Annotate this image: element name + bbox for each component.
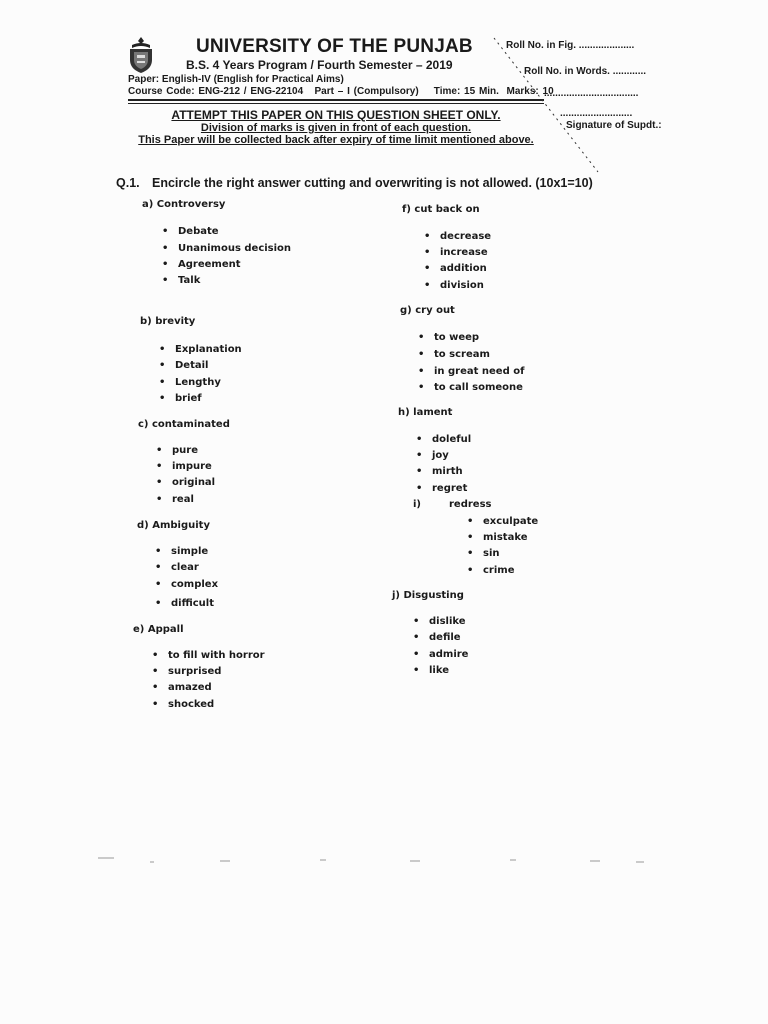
answer-option[interactable]: • Debate bbox=[162, 226, 219, 237]
roll-number-words-field[interactable]: Roll No. in Words. ............ bbox=[524, 66, 647, 77]
item-label: a) Controversy bbox=[142, 199, 226, 210]
answer-option[interactable]: • sin bbox=[467, 548, 500, 559]
answer-option[interactable]: • joy bbox=[416, 450, 449, 461]
bullet-icon: • bbox=[156, 494, 163, 505]
answer-option[interactable]: • addition bbox=[424, 263, 487, 274]
answer-option[interactable]: • Detail bbox=[159, 360, 209, 371]
header-divider-thin bbox=[128, 103, 544, 104]
answer-option[interactable]: • crime bbox=[467, 565, 515, 576]
time-allowed: Time: 15 Min. bbox=[433, 86, 499, 97]
answer-option[interactable]: • admire bbox=[413, 649, 469, 660]
signature-dots-line: .......................... bbox=[560, 108, 633, 119]
item-label: j) Disgusting bbox=[392, 590, 464, 601]
answer-option[interactable]: • increase bbox=[424, 247, 488, 258]
answer-option[interactable]: • regret bbox=[416, 483, 468, 494]
bullet-icon: • bbox=[424, 247, 431, 258]
item-label: f) cut back on bbox=[402, 204, 480, 215]
answer-option[interactable]: • shocked bbox=[152, 699, 215, 710]
answer-option[interactable]: • doleful bbox=[416, 434, 472, 445]
item-label-letter: i) bbox=[413, 499, 421, 510]
answer-option[interactable]: • to weep bbox=[418, 332, 480, 343]
bullet-icon: • bbox=[159, 377, 166, 388]
total-marks: Marks: 10 bbox=[506, 86, 554, 97]
answer-option[interactable]: • division bbox=[424, 280, 484, 291]
bullet-icon: • bbox=[418, 349, 425, 360]
answer-option[interactable]: • difficult bbox=[155, 598, 214, 609]
bullet-icon: • bbox=[156, 461, 163, 472]
bullet-icon: • bbox=[416, 434, 423, 445]
course-code: Course Code: ENG-212 / ENG-22104 bbox=[128, 86, 304, 97]
bullet-icon: • bbox=[162, 243, 169, 254]
bullet-icon: • bbox=[413, 616, 420, 627]
answer-option[interactable]: • pure bbox=[156, 445, 198, 456]
bullet-icon: • bbox=[418, 366, 425, 377]
answer-option[interactable]: • Agreement bbox=[162, 259, 241, 270]
bullet-icon: • bbox=[162, 259, 169, 270]
bullet-icon: • bbox=[156, 477, 163, 488]
bullet-icon: • bbox=[413, 649, 420, 660]
answer-option[interactable]: • brief bbox=[159, 393, 202, 404]
bullet-icon: • bbox=[155, 579, 162, 590]
bullet-icon: • bbox=[155, 598, 162, 609]
answer-option[interactable]: • in great need of bbox=[418, 366, 525, 377]
bullet-icon: • bbox=[152, 682, 159, 693]
bullet-icon: • bbox=[152, 666, 159, 677]
university-crest-logo bbox=[126, 36, 156, 74]
item-label: h) lament bbox=[398, 407, 453, 418]
program-line: B.S. 4 Years Program / Fourth Semester – 2019 bbox=[186, 58, 453, 72]
paper-name: Paper: English-IV (English for Practical Aims) bbox=[128, 74, 344, 85]
bullet-icon: • bbox=[418, 382, 425, 393]
item-label: e) Appall bbox=[133, 624, 184, 635]
answer-option[interactable]: • complex bbox=[155, 579, 219, 590]
answer-option[interactable]: • mistake bbox=[467, 532, 528, 543]
answer-option[interactable]: • original bbox=[156, 477, 216, 488]
bullet-icon: • bbox=[413, 632, 420, 643]
item-label: d) Ambiguity bbox=[137, 520, 210, 531]
answer-option[interactable]: • Talk bbox=[162, 275, 201, 286]
answer-option[interactable]: • to scream bbox=[418, 349, 490, 360]
bullet-icon: • bbox=[152, 699, 159, 710]
question-heading bbox=[116, 176, 593, 190]
bullet-icon: • bbox=[162, 226, 169, 237]
question-text: Encircle the right answer cutting and overwriting is not allowed. (10x1=10) bbox=[152, 176, 593, 190]
answer-option[interactable]: • clear bbox=[155, 562, 199, 573]
superintendent-signature-field[interactable]: Signature of Supdt.: bbox=[566, 120, 662, 131]
bullet-icon: • bbox=[467, 565, 474, 576]
bullet-icon: • bbox=[424, 263, 431, 274]
paper-part: Part – I (Compulsory) bbox=[314, 86, 419, 97]
instruction-attempt: ATTEMPT THIS PAPER ON THIS QUESTION SHEET ONLY. bbox=[171, 108, 501, 122]
answer-option[interactable]: • exculpate bbox=[467, 516, 539, 527]
bullet-icon: • bbox=[152, 650, 159, 661]
answer-option[interactable]: • real bbox=[156, 494, 194, 505]
instructions-block bbox=[128, 108, 544, 146]
bullet-icon: • bbox=[155, 546, 162, 557]
bullet-icon: • bbox=[416, 450, 423, 461]
answer-option[interactable]: • decrease bbox=[424, 231, 492, 242]
dashed-diagonal-line bbox=[490, 34, 610, 174]
university-title: UNIVERSITY OF THE PUNJAB bbox=[196, 36, 473, 57]
bullet-icon: • bbox=[424, 280, 431, 291]
answer-option[interactable]: • to fill with horror bbox=[152, 650, 265, 661]
item-label: g) cry out bbox=[400, 305, 455, 316]
answer-option[interactable]: • amazed bbox=[152, 682, 212, 693]
answer-option[interactable]: • impure bbox=[156, 461, 212, 472]
item-label: c) contaminated bbox=[138, 419, 230, 430]
answer-option[interactable]: • Unanimous decision bbox=[162, 243, 292, 254]
answer-option[interactable]: • Lengthy bbox=[159, 377, 221, 388]
instruction-division: Division of marks is given in front of each question. bbox=[200, 122, 472, 134]
roll-number-extra-line: .................................. bbox=[544, 88, 639, 99]
bullet-icon: • bbox=[159, 344, 166, 355]
roll-number-figures-field[interactable]: Roll No. in Fig. .................... bbox=[506, 40, 635, 51]
bullet-icon: • bbox=[416, 483, 423, 494]
answer-option[interactable]: • surprised bbox=[152, 666, 222, 677]
answer-option[interactable]: • Explanation bbox=[159, 344, 242, 355]
bullet-icon: • bbox=[155, 562, 162, 573]
bullet-icon: • bbox=[418, 332, 425, 343]
answer-option[interactable]: • mirth bbox=[416, 466, 463, 477]
bullet-icon: • bbox=[416, 466, 423, 477]
bullet-icon: • bbox=[467, 516, 474, 527]
bullet-icon: • bbox=[467, 548, 474, 559]
bullet-icon: • bbox=[159, 360, 166, 371]
answer-option[interactable]: • defile bbox=[413, 632, 461, 643]
item-label-word: redress bbox=[449, 499, 492, 510]
header-divider bbox=[128, 99, 544, 101]
answer-option[interactable]: • to call someone bbox=[418, 382, 523, 393]
bullet-icon: • bbox=[424, 231, 431, 242]
answer-option[interactable]: • simple bbox=[155, 546, 209, 557]
bullet-icon: • bbox=[467, 532, 474, 543]
item-label: b) brevity bbox=[140, 316, 196, 327]
scan-artifact-marks bbox=[90, 852, 650, 872]
bullet-icon: • bbox=[413, 665, 420, 676]
question-number: Q.1. bbox=[116, 176, 140, 190]
bullet-icon: • bbox=[162, 275, 169, 286]
bullet-icon: • bbox=[159, 393, 166, 404]
bullet-icon: • bbox=[156, 445, 163, 456]
answer-option[interactable]: • like bbox=[413, 665, 450, 676]
instruction-collection: This Paper will be collected back after expiry of time limit mentioned above. bbox=[138, 134, 534, 146]
answer-option[interactable]: • dislike bbox=[413, 616, 466, 627]
